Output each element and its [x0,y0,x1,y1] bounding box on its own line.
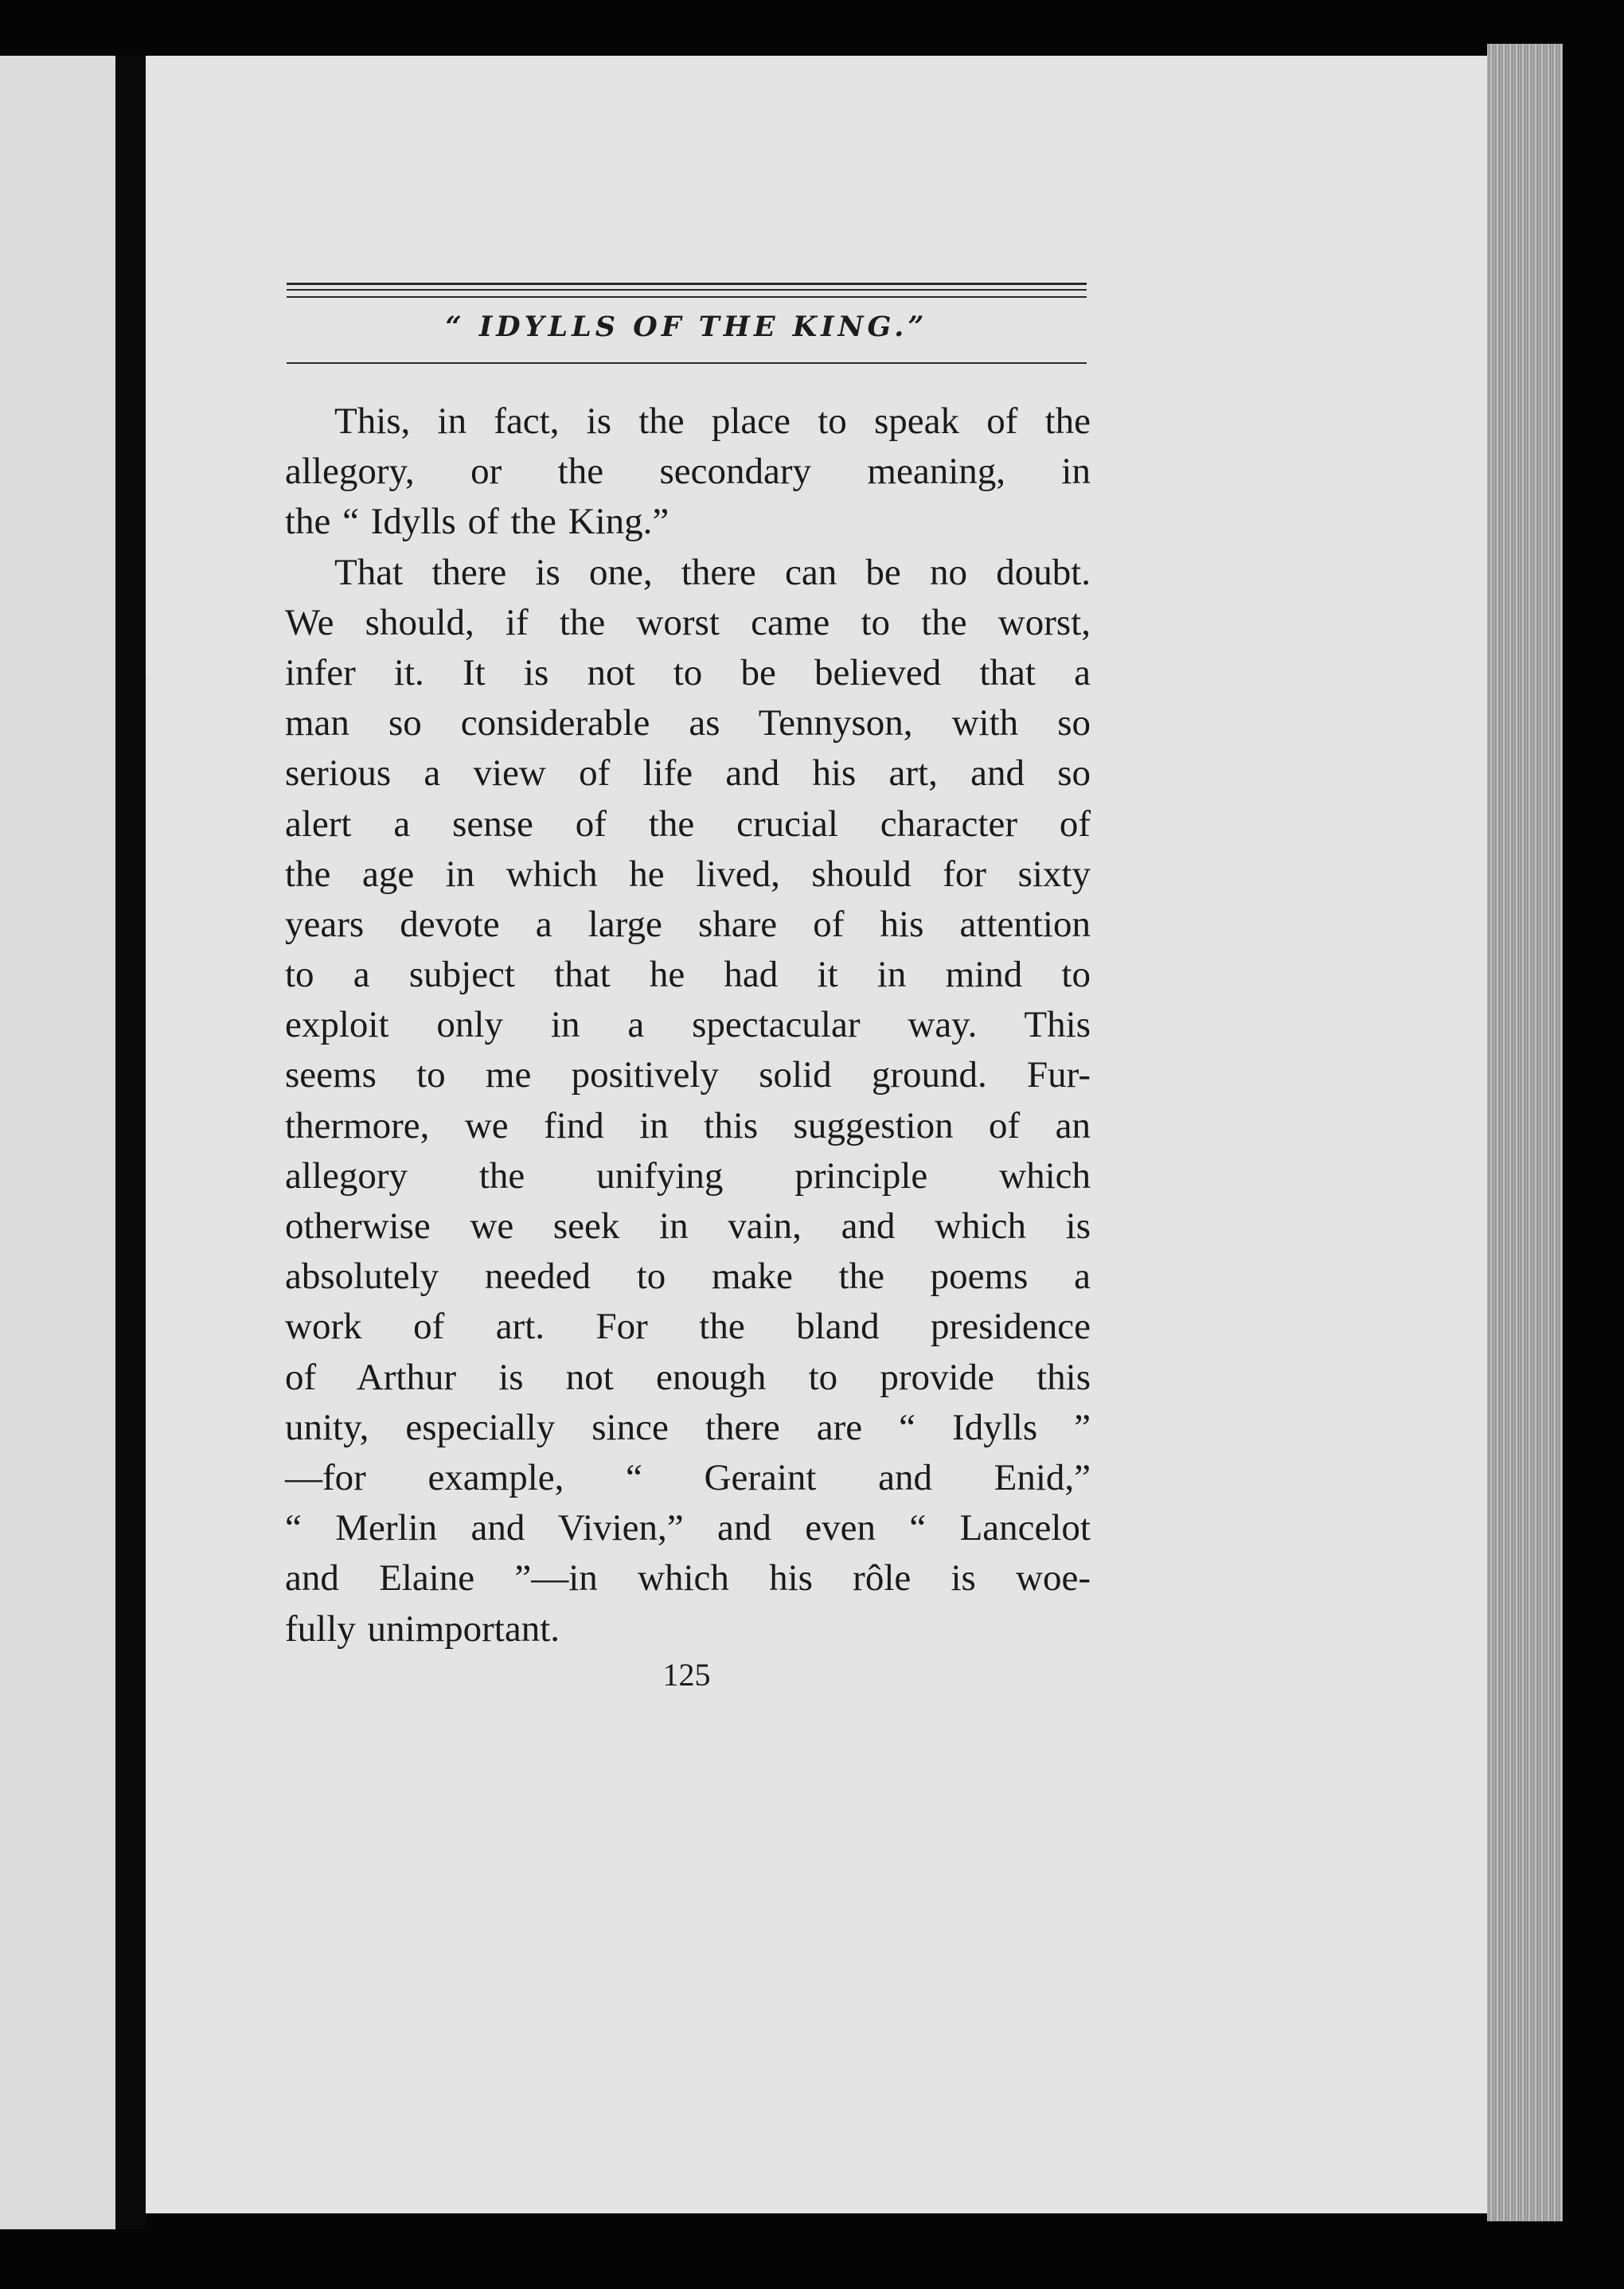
header-rule [287,296,1087,298]
text-line: allegory, or the secondary meaning, in [285,451,1091,493]
text-line: That there is one, there can be no doubt. [334,551,1091,593]
text-line: the age in which he lived, should for sixty [285,853,1091,895]
page-number: 125 [662,1657,711,1693]
stacked-page-edges [1487,44,1563,2221]
text-line: This, in fact, is the place to speak of the [334,400,1091,442]
text-line: serious a view of life and his art, and so [285,752,1091,795]
text-line: “ Merlin and Vivien,” and even “ Lancelot [285,1507,1091,1549]
text-line: work of art. For the bland presidence [285,1306,1091,1348]
text-line: years devote a large share of his attention [285,903,1091,945]
body-text [285,396,1091,1654]
header-rule [287,289,1087,291]
text-line: otherwise we seek in vain, and which is [285,1205,1091,1247]
running-head: “ IDYLLS OF THE KING.” [445,311,928,343]
header-rule [287,283,1087,285]
text-line: allegory the unifying principle which [285,1154,1091,1197]
text-line: the “ Idylls of the King.” [285,501,670,543]
paper-speck [147,677,152,683]
text-line: —for example, “ Geraint and Enid,” [285,1456,1091,1498]
text-line: alert a sense of the crucial character of [285,803,1091,845]
text-line: man so considerable as Tennyson, with so [285,702,1091,744]
text-line: seems to me positively solid ground. Fur- [285,1054,1091,1096]
book-gutter [115,56,146,2229]
text-line: fully unimportant. [285,1607,560,1650]
text-line: exploit only in a spectacular way. This [285,1004,1091,1046]
text-line: unity, especially since there are “ Idylls ” [285,1406,1091,1448]
text-line: and Elaine ”—in which his rôle is woe- [285,1557,1091,1600]
text-line: of Arthur is not enough to provide this [285,1356,1091,1398]
text-line: thermore, we find in this suggestion of an [285,1104,1091,1146]
text-line: to a subject that he had it in mind to [285,954,1091,996]
text-line: absolutely needed to make the poems a [285,1256,1091,1298]
left-page-edge [0,56,115,2229]
text-line: We should, if the worst came to the worst, [285,601,1091,643]
text-line: infer it. It is not to be believed that a [285,651,1091,693]
header-underline [287,362,1087,364]
